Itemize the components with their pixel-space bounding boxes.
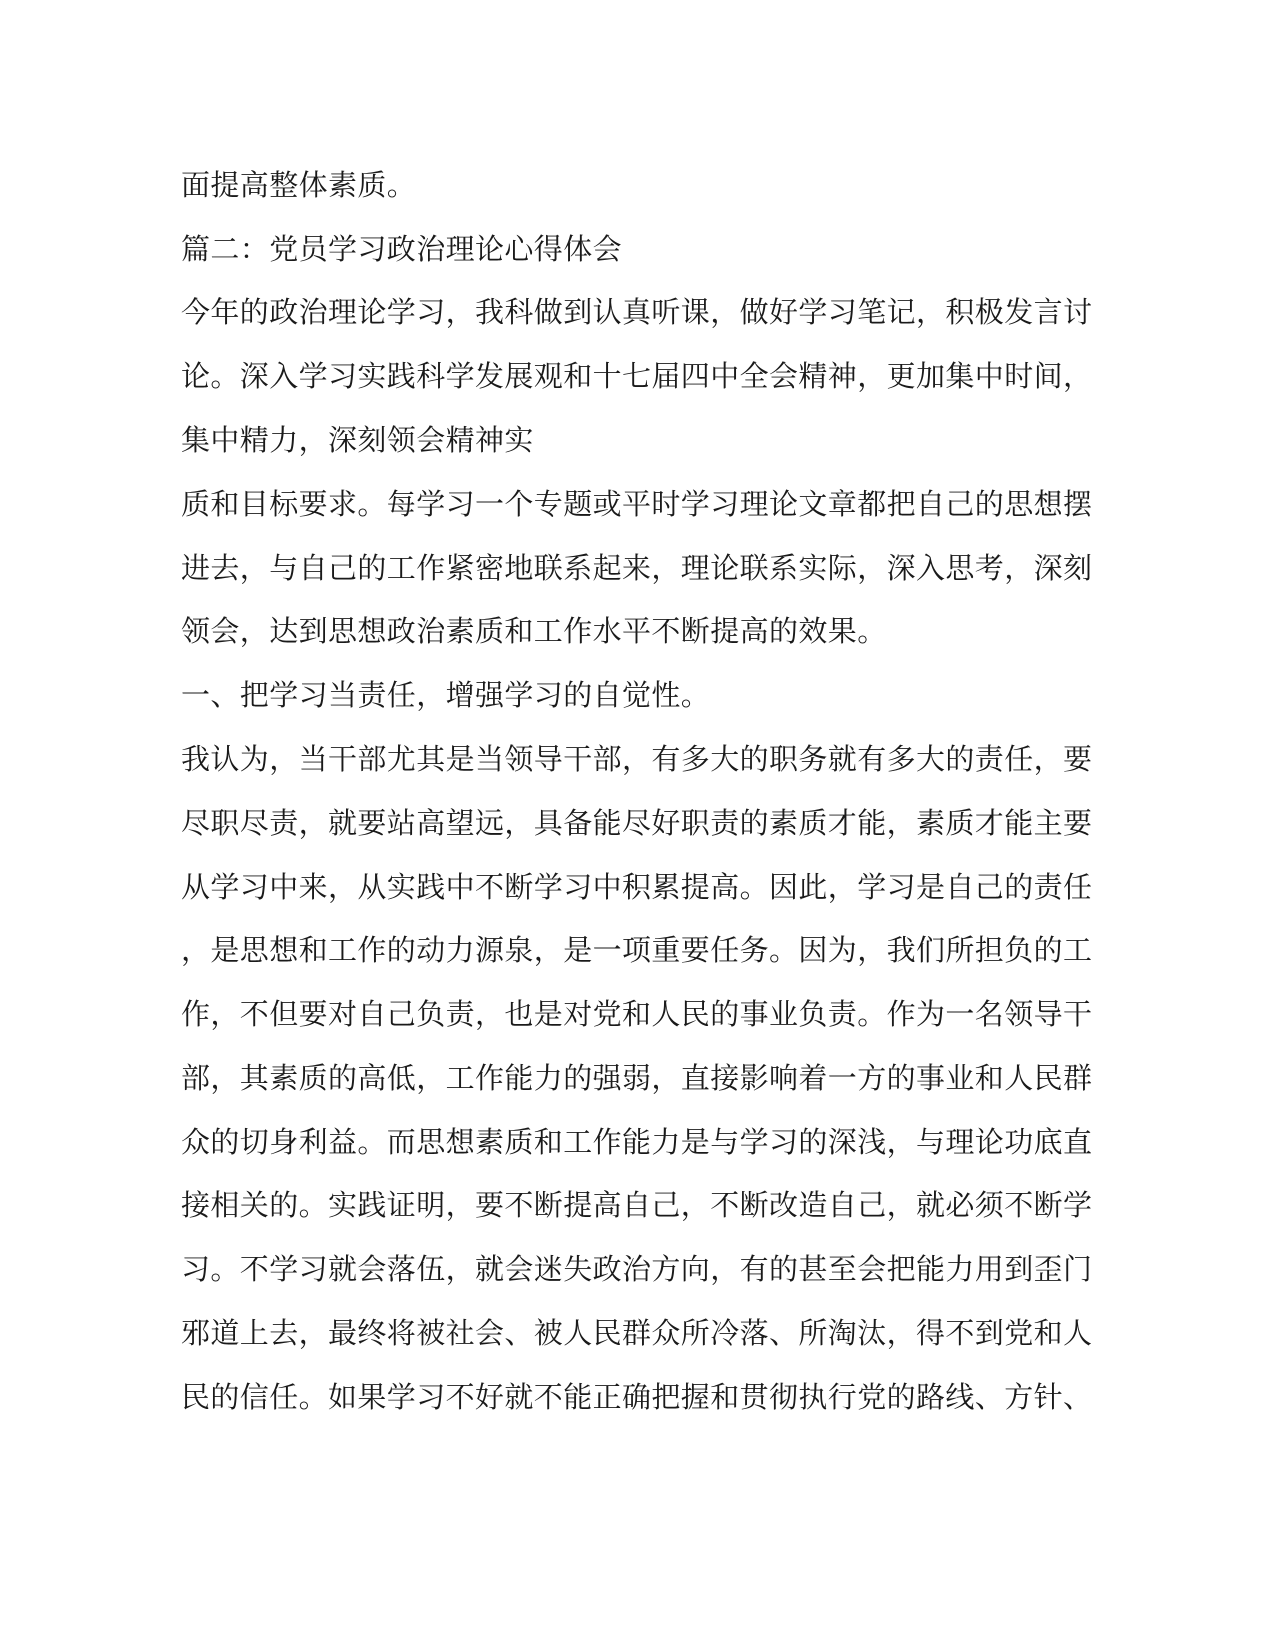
text-line: 邪道上去，最终将被社会、被人民群众所冷落、所淘汰，得不到党和人 bbox=[181, 1316, 1093, 1350]
text-line: 从学习中来，从实践中不断学习中积累提高。因此，学习是自己的责任 bbox=[181, 870, 1093, 904]
text-line: 领会，达到思想政治素质和工作水平不断提高的效果。 bbox=[181, 614, 887, 648]
text-line: ，是思想和工作的动力源泉，是一项重要任务。因为，我们所担负的工 bbox=[181, 933, 1093, 967]
text-line: 接相关的。实践证明，要不断提高自己，不断改造自己，就必须不断学 bbox=[181, 1188, 1093, 1222]
section-heading: 篇二：党员学习政治理论心得体会 bbox=[181, 232, 623, 266]
text-line: 众的切身利益。而思想素质和工作能力是与学习的深浅，与理论功底直 bbox=[181, 1125, 1093, 1159]
text-line: 面提高整体素质。 bbox=[181, 168, 417, 202]
text-line: 进去，与自己的工作紧密地联系起来，理论联系实际，深入思考，深刻 bbox=[181, 551, 1093, 585]
text-line: 集中精力，深刻领会精神实 bbox=[181, 423, 534, 457]
text-line: 尽职尽责，就要站高望远，具备能尽好职责的素质才能，素质才能主要 bbox=[181, 806, 1093, 840]
text-line: 我认为，当干部尤其是当领导干部，有多大的职务就有多大的责任，要 bbox=[181, 742, 1093, 776]
text-line: 作，不但要对自己负责，也是对党和人民的事业负责。作为一名领导干 bbox=[181, 997, 1093, 1031]
text-line: 质和目标要求。每学习一个专题或平时学习理论文章都把自己的思想摆 bbox=[181, 487, 1093, 521]
text-line: 今年的政治理论学习，我科做到认真听课，做好学习笔记，积极发言讨 bbox=[181, 295, 1093, 329]
text-line: 论。深入学习实践科学发展观和十七届四中全会精神，更加集中时间， bbox=[181, 359, 1093, 393]
subsection-heading: 一、把学习当责任，增强学习的自觉性。 bbox=[181, 678, 711, 712]
text-line: 部，其素质的高低，工作能力的强弱，直接影响着一方的事业和人民群 bbox=[181, 1061, 1093, 1095]
text-line: 习。不学习就会落伍，就会迷失政治方向，有的甚至会把能力用到歪门 bbox=[181, 1252, 1093, 1286]
text-line: 民的信任。如果学习不好就不能正确把握和贯彻执行党的路线、方针、 bbox=[181, 1380, 1093, 1414]
